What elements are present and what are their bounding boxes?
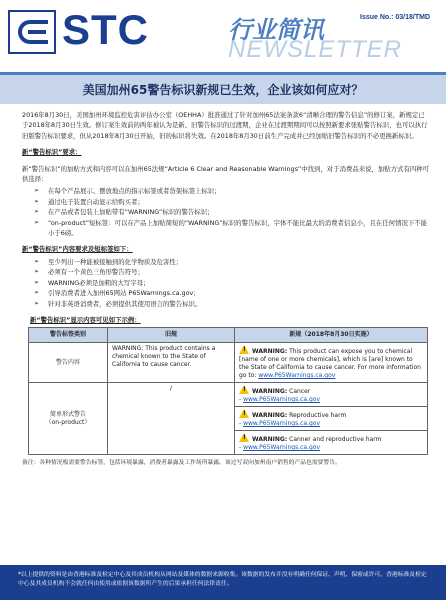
table-cell: !WARNING: Reproductive harm - www.P65Warnings.ca.gov bbox=[235, 407, 428, 431]
warning-triangle-icon bbox=[239, 345, 249, 354]
warning-table bbox=[28, 327, 428, 455]
arrow-bullet-icon: ➢ bbox=[34, 208, 40, 216]
p65-link[interactable]: www.P65Warnings.ca.gov bbox=[243, 396, 321, 404]
section1-list bbox=[22, 186, 430, 238]
arrow-bullet-icon: ➢ bbox=[34, 289, 40, 297]
disclaimer: *以上提供的资料是由香港标准及检定中心及其成员机构从网站及媒体的数据来源收集。该数据的发布并没有明确任何保证、声明、保密或许可。香港标准及检定中心及其成员机构不会就任何由使用或依据该数据所产生的后果承担任何法律责任。 bbox=[18, 572, 427, 587]
list-item: ➢ WARNING必须是加粗的大写字母； bbox=[34, 278, 150, 287]
section2-heading: 新“警告标识”内容要求及短标签如下： bbox=[22, 245, 133, 254]
arrow-bullet-icon: ➢ bbox=[34, 278, 40, 286]
table-cell: 简单形式警告 （on-product） bbox=[29, 383, 108, 455]
arrow-bullet-icon: ➢ bbox=[34, 257, 40, 265]
arrow-bullet-icon: ➢ bbox=[34, 268, 40, 276]
warning-triangle-icon bbox=[239, 385, 249, 394]
p65-link[interactable]: www.P65Warnings.ca.gov bbox=[258, 372, 336, 380]
table-row bbox=[29, 343, 428, 383]
arrow-bullet-icon: ➢ bbox=[34, 218, 40, 226]
article-body bbox=[22, 110, 430, 467]
p65-link[interactable]: www.P65Warnings.ca.gov bbox=[243, 444, 321, 452]
stc-logo-icon bbox=[8, 10, 56, 54]
section1-heading: 新“警告标识”要求： bbox=[22, 148, 82, 157]
list-item: ➢ 至少列出一种能被接触到的化学物质及危害性； bbox=[34, 257, 183, 266]
warning-triangle-icon bbox=[239, 433, 249, 442]
list-item: ➢ 引导消费者进入加州65网站 P65Warnings.ca.gov； bbox=[34, 289, 200, 298]
list-item: ➢ 在产品或者包装上加贴带有“WARNING”标识的警告标识； bbox=[34, 208, 214, 217]
header bbox=[0, 0, 446, 66]
note: 备注：各种情况板需要警告标签，包括环境暴露，消费者暴露及工作场所暴露。该过写双向加州南户销售的产品也需要警告。 bbox=[22, 460, 341, 467]
newsletter-title-cn: 行业简讯 bbox=[228, 16, 324, 44]
table-cell: !WARNING: Canner and reproductive harm - www.P65Warnings.ca.gov bbox=[235, 431, 428, 455]
arrow-bullet-icon: ➢ bbox=[34, 197, 40, 205]
table-row bbox=[29, 383, 428, 407]
list-item: ➢ 必须有一个黄色三角形警告符号； bbox=[34, 268, 144, 277]
table-cell: ! WARNING: Cancer - www.P65Warnings.ca.gov bbox=[235, 383, 428, 407]
logo-text: STC bbox=[62, 6, 149, 53]
issue-number: Issue No.: 03/18/TMD bbox=[360, 14, 431, 21]
list-item: ➢ 针对非英语消费者，必须提供其使用语言的警告标识。 bbox=[34, 299, 202, 308]
list-item: ➢ 通过电子装置自动显示给购买者； bbox=[34, 197, 144, 206]
list-item: ➢ “on-product”短标签：可以在产品上加贴简短的“WARNING”标识的警告标识，字体不能比最大的消费者信息小，且在任何情况下不能小于6磅。 bbox=[34, 218, 428, 238]
section1-paragraph: 新“警告标识”的加贴方式和内容可以在加州65法规“Article 6 Clear and Reasonable Warnings”中找到，对于消费品来说，加贴方式有四种可供选择： bbox=[22, 164, 430, 184]
arrow-bullet-icon: ➢ bbox=[34, 299, 40, 307]
table-header-row bbox=[29, 328, 428, 343]
title-banner bbox=[0, 72, 446, 104]
table-cell: / bbox=[108, 383, 235, 455]
table-cell: 警告内容 bbox=[29, 343, 108, 383]
p65-link[interactable]: www.P65Warnings.ca.gov bbox=[243, 420, 321, 428]
article-title: 美国加州65警告标识新规已生效，企业该如何应对？ bbox=[82, 83, 364, 97]
section2-list bbox=[22, 257, 430, 309]
footer bbox=[0, 565, 446, 600]
list-item: ➢ 在每个产品展示、摆放地点的指示标签或者货架标签上标识； bbox=[34, 187, 221, 196]
arrow-bullet-icon: ➢ bbox=[34, 187, 40, 195]
intro-paragraph: 2016年8月30日，美国加州环境监控危害评估办公室（OEHHA）批准通过了针对加州65法案条款6“清晰合理的警告信息”的修订案，新规定已于2018年8月30日生效。修订案生效前的两年被认为是新、旧警告标识的过渡期，企业在过渡期期间可以按照新要求张贴警告标识，也可以执行旧版警告标识要求，但从2018年8月30日开始，旧的标识将失效。在2018年8月30日前生产完成并已经加贴旧警告标识的不必更换新标识。 bbox=[22, 111, 428, 140]
table-header: 旧规 bbox=[108, 328, 235, 343]
newsletter-title-en: NEWSLETTER bbox=[228, 36, 403, 63]
table-cell: !WARNING: This product can expose you to chemical [name of one or more chemicals], which is [are] known to the State of California to cause cancer. For more information go to: www.P65Warnings.ca.gov bbox=[235, 343, 428, 383]
table-cell: WARNING: This product contains a chemical known to the State of California to cause cancer. bbox=[108, 343, 235, 383]
table-caption: 新“警告标识”显示内容可见如下示例： bbox=[30, 315, 141, 324]
warning-triangle-icon bbox=[239, 409, 249, 418]
table-header: 新规（2018年8月30日实施） bbox=[235, 328, 428, 343]
table-header: 警告标签类别 bbox=[29, 328, 108, 343]
